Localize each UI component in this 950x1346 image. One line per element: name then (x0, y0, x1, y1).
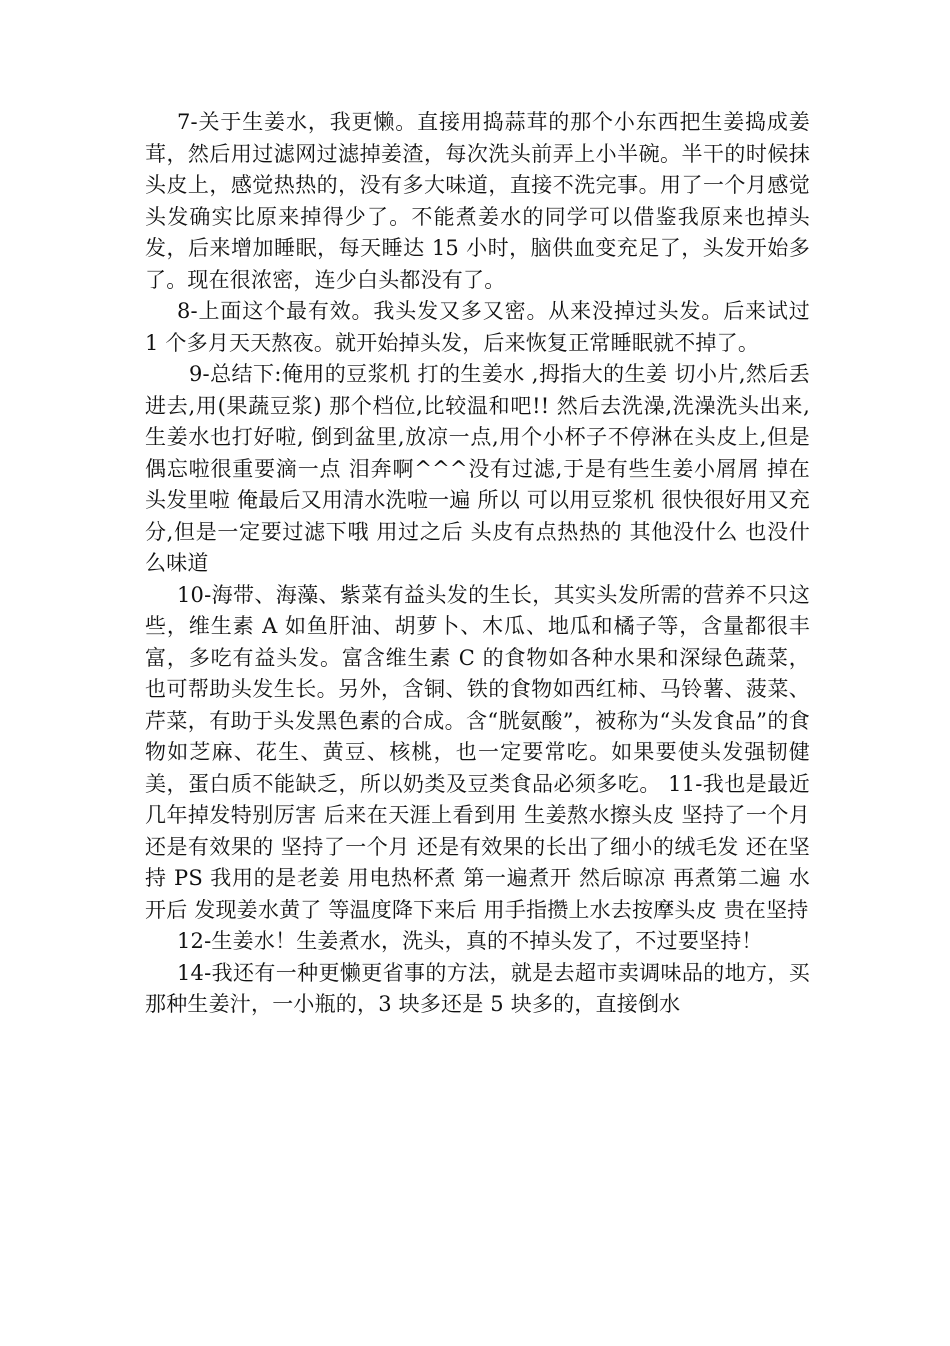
paragraph-9: 9-总结下:俺用的豆浆机 打的生姜水 ,拇指大的生姜 切小片,然后丢进去,用(果蔬豆浆) 那个档位,比较温和吧!! 然后去洗澡,洗澡洗头出来,生姜水也打好啦, 倒到盆里,放凉一点,用个小杯子不停淋在头皮上,但是 偶忘啦很重要滴一点 泪奔啊^^^没有过滤,于是有些生姜小屑屑 掉在头发里啦 俺最后又用清水洗啦一遍 所以 可以用豆浆机 很快很好用又充分,但是一定要过滤下哦 用过之后 头皮有点热热的 其他没什么 也没什么味道 (145, 362, 810, 575)
document-body (145, 107, 810, 1021)
paragraph-12: 12-生姜水！生姜煮水，洗头，真的不掉头发了，不过要坚持！ (177, 929, 763, 953)
paragraph-14: 14-我还有一种更懒更省事的方法，就是去超市卖调味品的地方，买那种生姜汁，一小瓶的，3 块多还是 5 块多的，直接倒水 (145, 960, 810, 1016)
paragraph-10: 10-海带、海藻、紫菜有益头发的生长，其实头发所需的营养不只这些，维生素 A 如鱼肝油、胡萝卜、木瓜、地瓜和橘子等，含量都很丰富，多吃有益头发。富含维生素 C 的食物如各种水果和深绿色蔬菜，也可帮助头发生长。另外，含铜、铁的食物如西红柿、马铃薯、菠菜、芹菜，有助于头发黑色素的合成。含“胱氨酸”，被称为“头发食品”的食物如芝麻、花生、黄豆、核桃，也一定要常吃。如果要使头发强韧健美，蛋白质不能缺乏，所以奶类及豆类食品必须多吃。 11-我也是最近几年掉发特别厉害 后来在天涯上看到用 生姜熬水擦头皮 坚持了一个月 还是有效果的 坚持了一个月 还是有效果的长出了细小的绒毛发 还在坚持 PS 我用的是老姜 用电热杯煮 第一遍煮开 然后晾凉 再煮第二遍 水开后 发现姜水黄了 等温度降下来后 用手指攒上水去按摩头皮 贵在坚持 (145, 582, 810, 922)
paragraph-7: 7-关于生姜水，我更懒。直接用捣蒜茸的那个小东西把生姜捣成姜茸，然后用过滤网过滤掉姜渣，每次洗头前弄上小半碗。半干的时候抹头皮上，感觉热热的，没有多大味道，直接不洗完事。用了一个月感觉头发确实比原来掉得少了。不能煮姜水的同学可以借鉴我原来也掉头发，后来增加睡眠，每天睡达 15 小时，脑供血变充足了，头发开始多了。现在很浓密，连少白头都没有了。 (145, 110, 810, 292)
paragraph-8: 8-上面这个最有效。我头发又多又密。从来没掉过头发。后来试过 1 个多月天天熬夜。就开始掉头发，后来恢复正常睡眠就不掉了。 (145, 299, 810, 355)
